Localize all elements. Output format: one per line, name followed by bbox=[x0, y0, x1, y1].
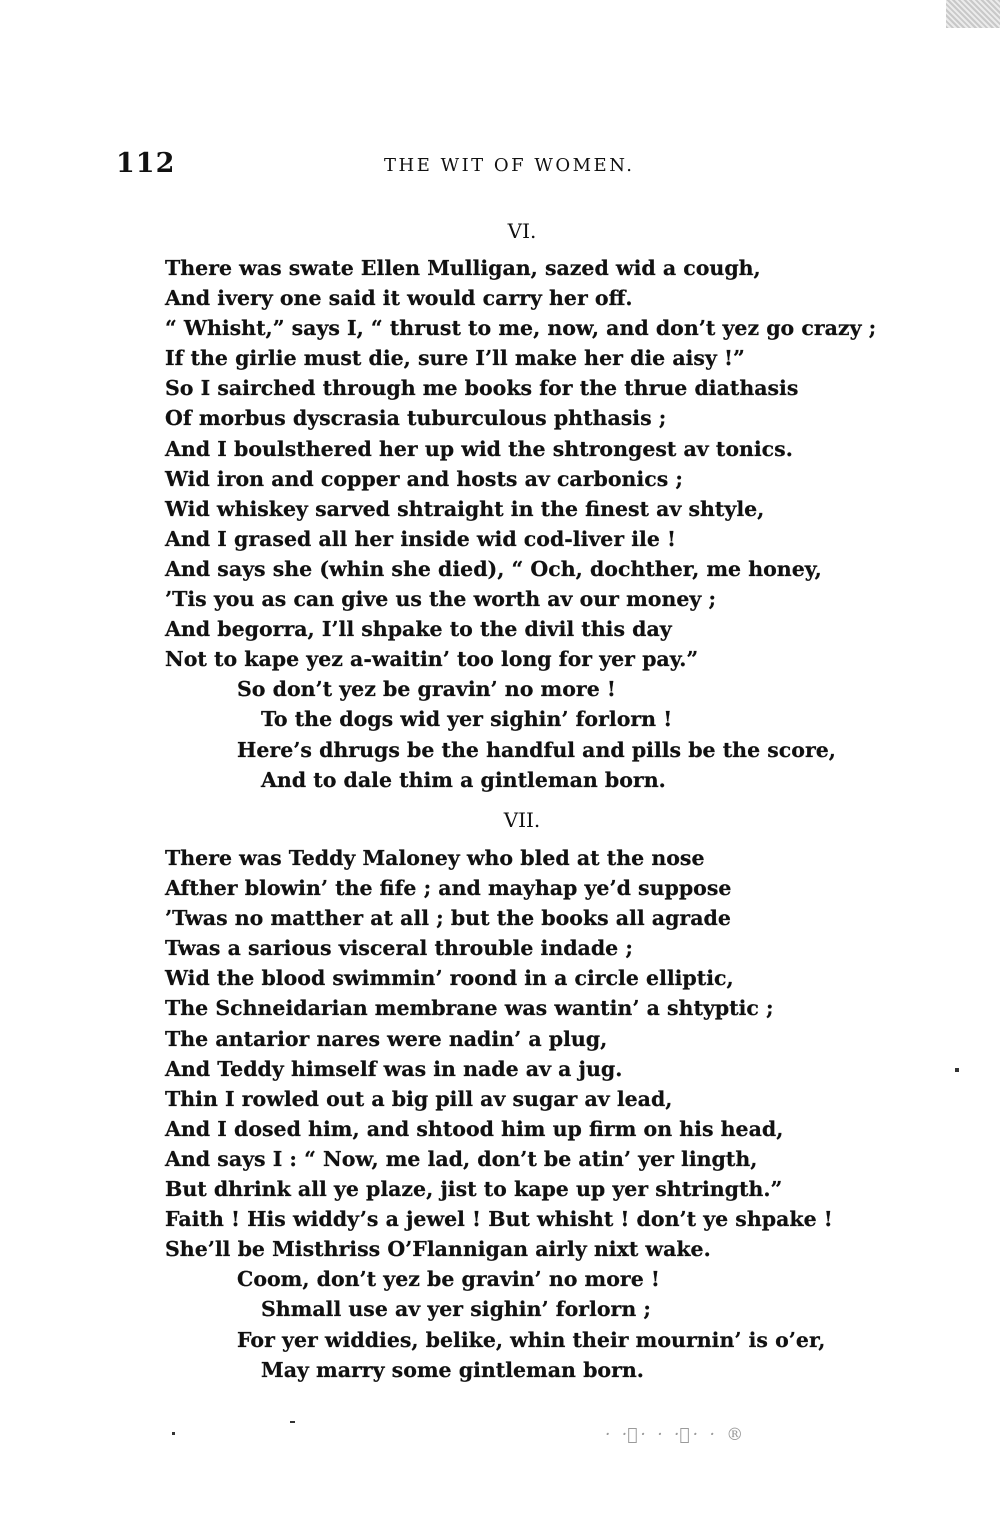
section-numeral-vii: VII. bbox=[503, 808, 541, 832]
page-number: 112 bbox=[116, 148, 176, 179]
poem-line: Coom, don’t yez be gravin’ no more ! bbox=[237, 1267, 660, 1292]
poem-line: And says I : “ Now, me lad, don’t be atin’ yer lingth, bbox=[165, 1146, 758, 1171]
library-stamp: · ·ﾞ· · ·ﾞ· · ® bbox=[605, 1425, 747, 1445]
poem-line: If the girlie must die, sure I’ll make her die aisy !” bbox=[165, 346, 745, 371]
poem-line: And Teddy himself was in nade av a jug. bbox=[165, 1056, 623, 1081]
poem-line: And to dale thim a gintleman born. bbox=[261, 767, 666, 792]
poem-line: For yer widdies, belike, whin their mournin’ is o’er, bbox=[237, 1327, 826, 1352]
poem-line: The antarior nares were nadin’ a plug, bbox=[165, 1026, 608, 1051]
poem-line: Wid whiskey sarved shtraight in the finest av shtyle, bbox=[165, 496, 765, 521]
running-title: THE WIT OF WOMEN. bbox=[384, 155, 635, 176]
poem-line: She’ll be Misthriss O’Flannigan airly nixt wake. bbox=[165, 1237, 711, 1262]
poem-line: There was swate Ellen Mulligan, sazed wid a cough, bbox=[165, 256, 761, 280]
poem-line: May marry some gintleman born. bbox=[261, 1357, 644, 1382]
poem-line: ’Tis you as can give us the worth av our money ; bbox=[165, 587, 717, 612]
scan-speck bbox=[172, 1432, 175, 1435]
scan-corner-mark bbox=[946, 0, 1000, 28]
poem-line: So don’t yez be gravin’ no more ! bbox=[237, 677, 616, 702]
poem-line: Thin I rowled out a big pill av sugar av lead, bbox=[165, 1086, 673, 1111]
stanza-vii bbox=[165, 843, 925, 1385]
poem-line: To the dogs wid yer sighin’ forlorn ! bbox=[261, 707, 673, 732]
poem-line: Wid iron and copper and hosts av carbonics ; bbox=[165, 466, 683, 491]
poem-line: Wid the blood swimmin’ roond in a circle elliptic, bbox=[165, 966, 734, 991]
poem-line: Not to kape yez a-waitin’ too long for yer pay.” bbox=[165, 647, 699, 672]
poem-line: “ Whisht,” says I, “ thrust to me, now, and don’t yez go crazy ; bbox=[165, 316, 877, 341]
poem-line: Twas a sarious visceral throuble indade ; bbox=[165, 936, 633, 961]
poem-line: There was Teddy Maloney who bled at the nose bbox=[165, 846, 705, 870]
poem-line: Of morbus dyscrasia tuburculous phthasis ; bbox=[165, 406, 667, 431]
poem-line: And I boulsthered her up wid the shtrongest av tonics. bbox=[165, 436, 793, 461]
poem-line: But dhrink all ye plaze, jist to kape up yer shtringth.” bbox=[165, 1177, 783, 1202]
poem-line: And begorra, I’ll shpake to the divil this day bbox=[165, 617, 672, 642]
poem-line: And I grased all her inside wid cod-liver ile ! bbox=[165, 526, 677, 551]
poem-line: The Schneidarian membrane was wantin’ a shtyptic ; bbox=[165, 996, 774, 1021]
scan-speck bbox=[955, 1068, 959, 1072]
poem-line: Here’s dhrugs be the handful and pills be the score, bbox=[237, 737, 836, 762]
poem-line: ’Twas no matther at all ; but the books all agrade bbox=[165, 906, 731, 931]
poem-line: Shmall use av yer sighin’ forlorn ; bbox=[261, 1297, 651, 1322]
poem-line: And ivery one said it would carry her off. bbox=[165, 286, 633, 311]
poem-line: And I dosed him, and shtood him up firm on his head, bbox=[165, 1116, 784, 1141]
poem-line: Faith ! His widdy’s a jewel ! But whisht ! don’t ye shpake ! bbox=[165, 1207, 833, 1232]
section-numeral-vi: VI. bbox=[507, 219, 537, 243]
poem-line: Afther blowin’ the fife ; and mayhap ye’d suppose bbox=[165, 876, 732, 901]
poem-line: So I sairched through me books for the thrue diathasis bbox=[165, 376, 799, 401]
stanza-vi bbox=[165, 253, 925, 795]
poem-line: And says she (whin she died), “ Och, dochther, me honey, bbox=[165, 556, 822, 581]
scan-speck bbox=[290, 1421, 295, 1423]
